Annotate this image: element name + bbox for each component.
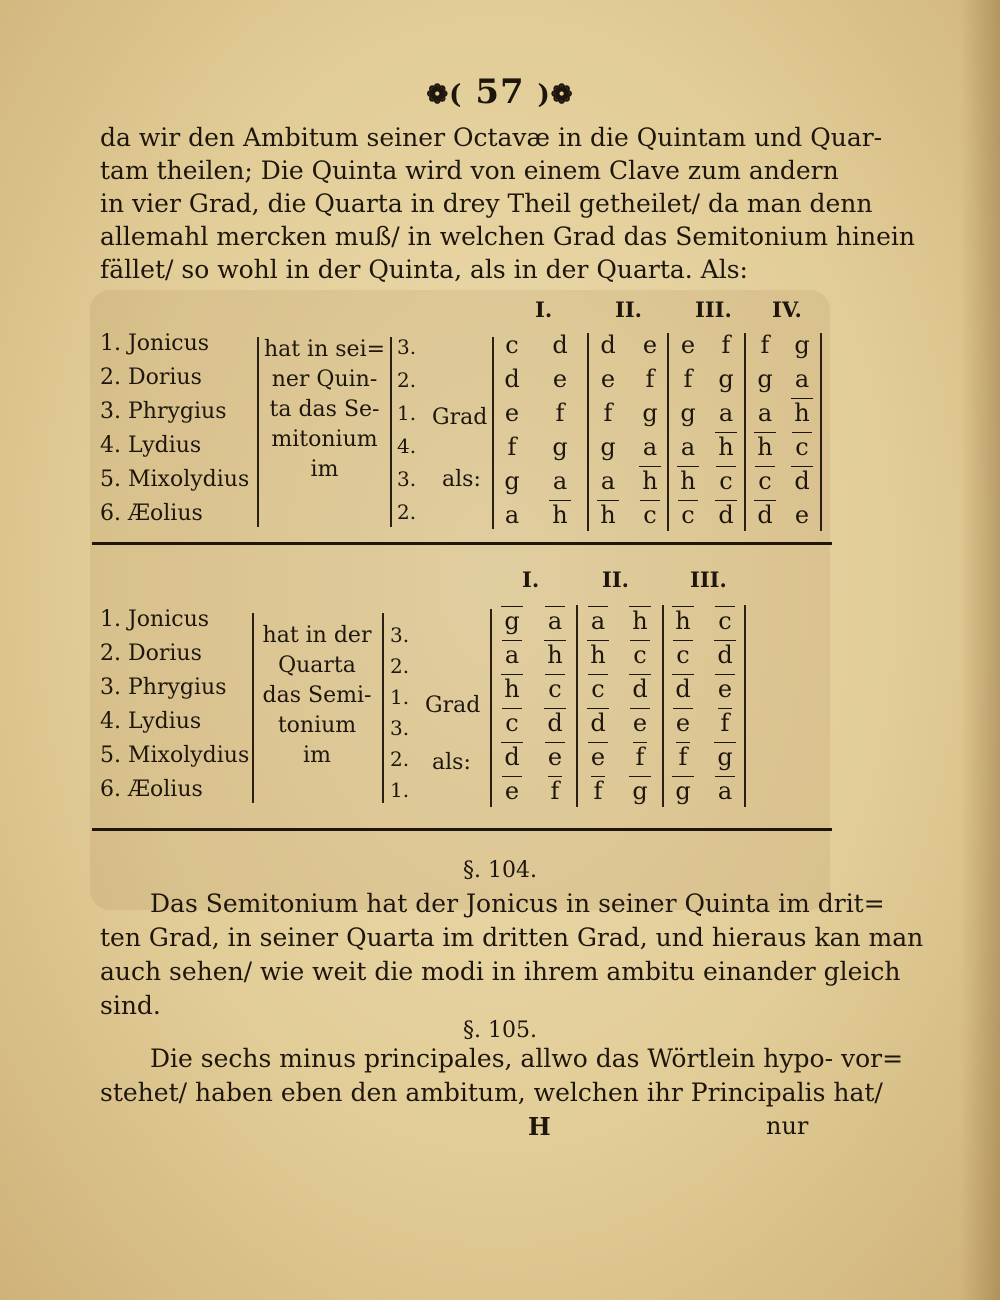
table1-description [262,335,387,485]
note-letter: g [665,777,701,805]
note-letter: c [708,467,744,495]
degree-number: 4. [397,434,417,458]
note-letter: e [642,331,658,359]
degree-number: 2. [390,654,410,678]
description-line: ner Quin- [271,367,378,392]
note-letter: g [494,607,530,635]
mode-name: 1. Jonicus [100,607,210,632]
note-letter: c [784,433,820,461]
note-letter: e [504,399,520,427]
intro-line: allemahl mercken muß/ in welchen Grad das Semitonium hinein [100,222,915,251]
note-letter: g [707,743,743,771]
note-letter: e [707,675,743,703]
note-letter: a [794,365,810,393]
table2-description [257,621,377,771]
degree-number: 2. [390,747,410,771]
mode-name: 5. Mixolydius [100,743,250,768]
column-header: I. [522,567,540,592]
note-letter: e [680,331,696,359]
page-number: 57 [475,72,525,112]
mode-name: 1. Jonicus [100,331,210,356]
note-letter: f [537,777,573,805]
degree-number: 2. [397,368,417,392]
note-letter: h [670,467,706,495]
note-letter: d [494,743,530,771]
degree-number: 3. [390,716,410,740]
note-letter: c [622,641,658,669]
note-letter: e [537,743,573,771]
column-header: III. [695,297,732,322]
paragraph-line: stehet/ haben eben den ambitum, welchen ihr Principalis hat/ [100,1078,883,1107]
column-divider [744,333,746,531]
degree-number: 1. [390,778,410,802]
intro-line: fället/ so wohl in der Quinta, als in der Quarta. Als: [100,255,748,284]
note-letter: d [552,331,568,359]
degree-number: 3. [397,335,417,359]
note-letter: f [683,365,693,393]
note-letter: a [504,501,520,529]
als-label: als: [432,750,471,775]
note-letter: h [665,607,701,635]
grad-label: Grad [432,405,488,430]
note-letter: c [707,607,743,635]
grad-label: Grad [425,693,481,718]
paragraph-line: Das Semitonium hat der Jonicus in seiner Quinta im drit= [150,889,885,918]
description-line: das Semi- [262,683,372,708]
mode-brace [257,337,259,527]
note-letter: g [552,433,568,461]
description-line: ta das Se- [269,397,380,422]
als-label: als: [442,467,481,492]
mode-name: 6. Æolius [100,777,203,802]
description-line: im [303,743,331,768]
note-letter: c [665,641,701,669]
paragraph-line: Die sechs minus principales, allwo das Wörtlein hypo- vor= [150,1044,904,1073]
table-rule [92,828,832,831]
degree-number: 1. [390,685,410,709]
note-letter: a [537,607,573,635]
note-letter: d [504,365,520,393]
intro-line: in vier Grad, die Quarta in drey Theil getheilet/ da man denn [100,189,873,218]
description-line: tonium [277,713,357,738]
note-letter: f [507,433,517,461]
note-letter: f [721,331,731,359]
note-letter: d [708,501,744,529]
note-letter: d [622,675,658,703]
note-letter: g [504,467,520,495]
note-letter: h [537,641,573,669]
note-letter: g [622,777,658,805]
note-letter: c [494,709,530,737]
paragraph-line: sind. [100,991,161,1020]
note-letter: e [622,709,658,737]
mode-name: 6. Æolius [100,501,203,526]
note-letter: h [590,501,626,529]
note-letter: f [603,399,613,427]
column-divider [662,605,664,807]
note-letter: a [707,777,743,805]
section-heading: §. 105. [463,1018,537,1043]
mode-name: 2. Dorius [100,641,202,666]
column-header: II. [602,567,629,592]
description-line: hat in der [262,623,372,648]
mode-name: 4. Lydius [100,709,202,734]
note-letter: g [794,331,810,359]
note-letter: a [718,399,734,427]
note-letter: e [600,365,616,393]
note-letter: f [622,743,658,771]
mode-name: 4. Lydius [100,433,202,458]
mode-name: 5. Mixolydius [100,467,250,492]
column-divider [744,605,746,807]
note-letter: f [760,331,770,359]
column-header: IV. [772,297,802,322]
note-letter: a [580,607,616,635]
note-letter: f [645,365,655,393]
note-letter: h [494,675,530,703]
note-letter: f [665,743,701,771]
note-letter: d [600,331,616,359]
note-letter: h [632,467,668,495]
note-letter: d [747,501,783,529]
note-letter: d [707,641,743,669]
catchword: nur [766,1112,809,1140]
note-letter: f [580,777,616,805]
ornament-right-icon: )❁ [537,80,574,110]
mode-name: 2. Dorius [100,365,202,390]
note-letter: d [537,709,573,737]
note-letter: c [537,675,573,703]
page-edge-shadow [960,0,1000,1300]
degree-brace [382,613,384,803]
note-letter: h [580,641,616,669]
table-rule [92,542,832,545]
note-letter: h [708,433,744,461]
paragraph-line: ten Grad, in seiner Quarta im dritten Grad, und hieraus kan man [100,923,924,952]
paragraph-line: auch sehen/ wie weit die modi in ihrem ambitu einander gleich [100,957,901,986]
description-line: im [310,457,339,482]
note-letter: g [600,433,616,461]
note-letter: g [718,365,734,393]
note-letter: a [494,641,530,669]
note-letter: c [670,501,706,529]
note-letter: c [505,331,519,359]
column-header: III. [690,567,727,592]
degree-number: 1. [397,401,417,425]
note-letter: a [552,467,568,495]
note-letter: g [757,365,773,393]
mode-brace [252,613,254,803]
notes-brace [490,609,492,807]
note-letter: a [642,433,658,461]
description-line: mitonium [271,427,378,452]
note-letter: d [580,709,616,737]
note-letter: h [622,607,658,635]
column-divider [587,333,589,531]
note-letter: a [757,399,773,427]
note-letter: e [665,709,701,737]
note-letter: e [794,501,810,529]
note-letter: h [784,399,820,427]
note-letter: h [542,501,578,529]
note-letter: f [555,399,565,427]
degree-brace [390,337,392,527]
page-header [0,72,1000,112]
note-letter: e [580,743,616,771]
degree-number: 2. [397,500,417,524]
note-letter: e [494,777,530,805]
note-letter: f [707,709,743,737]
intro-line: tam theilen; Die Quinta wird von einem Clave zum andern [100,156,839,185]
ornament-left-icon: ❁( [426,80,463,110]
description-line: Quarta [278,653,356,678]
column-header: II. [615,297,642,322]
note-letter: g [680,399,696,427]
mode-name: 3. Phrygius [100,399,227,424]
description-line: hat in sei= [263,337,386,362]
column-header: I. [535,297,553,322]
note-letter: d [784,467,820,495]
note-letter: h [747,433,783,461]
note-letter: c [747,467,783,495]
note-letter: a [600,467,616,495]
column-divider [576,605,578,807]
note-letter: c [632,501,668,529]
section-heading: §. 104. [463,858,537,883]
degree-number: 3. [390,623,410,647]
note-letter: c [580,675,616,703]
mode-name: 3. Phrygius [100,675,227,700]
note-letter: a [680,433,696,461]
intro-line: da wir den Ambitum seiner Octavæ in die Quintam und Quar- [100,123,883,152]
degree-number: 3. [397,467,417,491]
note-letter: g [642,399,658,427]
signature-mark: H [528,1112,551,1141]
note-letter: d [665,675,701,703]
note-letter: e [552,365,568,393]
column-divider [820,333,822,531]
